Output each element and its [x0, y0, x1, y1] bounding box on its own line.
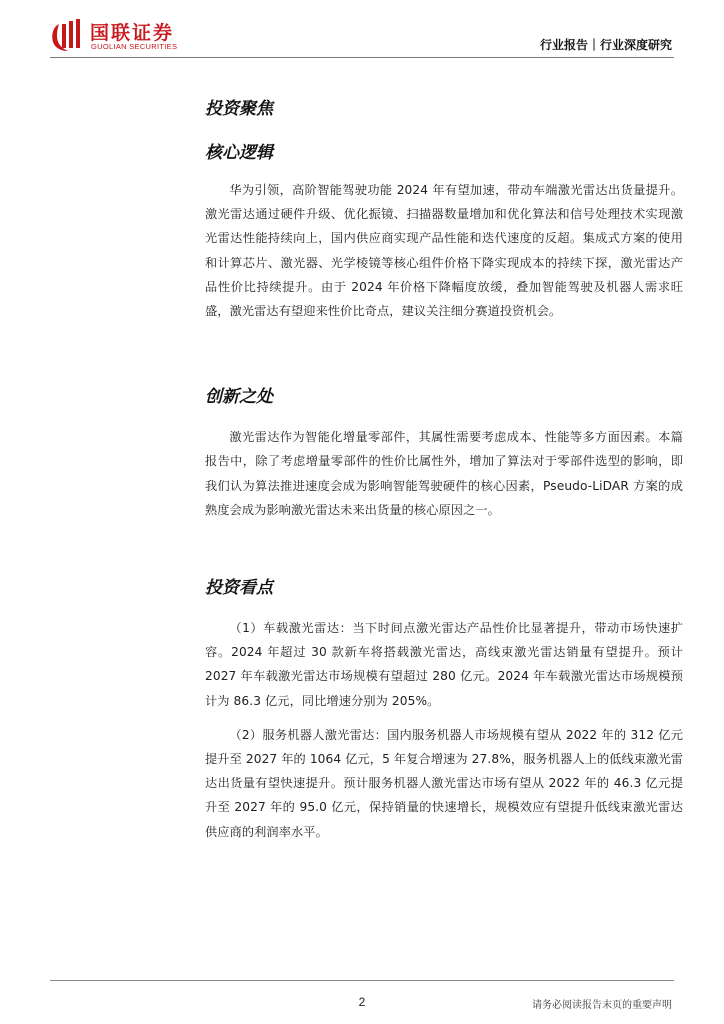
section-title: 投资看点 — [205, 578, 273, 599]
section-paragraph: 激光雷达作为智能化增量零部件，其属性需要考虑成本、性能等多方面因素。本篇报告中，除了考虑增量零部件的性价比属性外，增加了算法对于零部件选型的影响，即我们认为算法推进速度会成为影响智能驾驶硬件的核心因素，Pseudo-LiDAR 方案的成熟度会成为影响激光雷达未来出货量的核心原因之一。 — [205, 430, 683, 517]
main-content — [205, 90, 683, 844]
guolian-logo-icon — [50, 18, 86, 52]
footer-disclaimer: 请务必阅读报告末页的重要声明 — [532, 1000, 672, 1011]
section-title: 投资聚焦 — [205, 99, 273, 119]
company-logo — [50, 18, 190, 52]
page-number: 2 — [358, 995, 366, 1009]
section-paragraph: 华为引领，高阶智能驾驶功能 2024 年有望加速，带动车端激光雷达出货量提升。激光雷达通过硬件升级、优化振镜、扫描器数量增加和优化算法和信号处理技术实现激光雷达性能持续向上，国内供应商实现产品性能和迭代速度的反超。集成式方案的使用和计算芯片、激光器、光学棱镜等核心组件价格下降实现成本的持续下探，激光雷达产品性价比持续提升。由于 2024 年价格下降幅度放缓，叠加智能驾驶及机器人需求旺盛，激光雷达有望迎来性价比奇点，建议关注细分赛道投资机会。 — [205, 183, 683, 319]
header-divider — [50, 57, 674, 58]
section-paragraph: （1）车载激光雷达：当下时间点激光雷达产品性价比显著提升，带动市场快速扩容。2024 年超过 30 款新车将搭载激光雷达，高线束激光雷达销量有望提升。预计 2027 年车载激光雷达市场规模有望超过 280 亿元。2024 年车载激光雷达市场规模预计为 86.3 亿元，同比增速分别为 205%。 — [205, 621, 683, 708]
section-title: 创新之处 — [205, 387, 273, 408]
logo-english-name: GUOLIAN SECURITIES — [91, 42, 178, 51]
logo-chinese-name: 国联证券 — [90, 22, 175, 44]
section-innovation — [205, 384, 683, 522]
report-type-label: 行业报告｜行业深度研究 — [539, 38, 672, 52]
section-investment-views — [205, 575, 683, 844]
section-core-logic — [205, 140, 683, 323]
section-paragraph: （2）服务机器人激光雷达：国内服务机器人市场规模有望从 2022 年的 312 亿元提升至 2027 年的 1064 亿元，5 年复合增速为 27.8%，服务机器人上的低线束激光雷达出货量有望快速提升。预计服务机器人激光雷达市场有望从 2022 年的 46.3 亿元提升至 2027 年的 95.0 亿元，保持销量的快速增长，规模效应有望提升低线束激光雷达供应商的利润率水平。 — [205, 727, 683, 839]
page-header — [0, 0, 724, 62]
section-title: 核心逻辑 — [205, 143, 273, 163]
footer-divider — [50, 980, 674, 981]
section-investment-focus — [205, 96, 683, 122]
